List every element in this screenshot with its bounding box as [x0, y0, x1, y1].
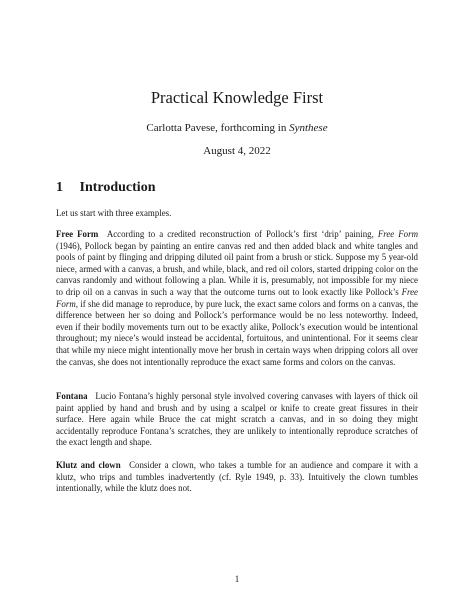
paragraph-text: According to a credited reconstruction of Pollock’s first ‘drip’ paining,: [106, 229, 378, 239]
paper-date: August 4, 2022: [203, 145, 271, 157]
paper-title: Practical Knowledge First: [150, 88, 324, 107]
artwork-title: Free Form: [377, 229, 418, 239]
paragraph-text: (1946), Pollock began by painting an entire canvas red and then added black and white tangles and pools of paint by flinging and dripping diluted oil paint from a brush or stick. Suppose my 5 year-old niece, armed with a canvas, a brush, and while, black, and red oil colors, started dripping color on the canvas randomly and without following a plan. While it is, presumably, not impossible for my niece to drip oil on a canvas in such a way that the outcome turns out to look exactly like Pollock’s: [56, 240, 418, 297]
author-name: Carlotta Pavese, forthcoming in: [146, 122, 290, 134]
author-line: [0, 121, 474, 135]
section-heading: [56, 179, 155, 197]
paragraph-lead: Free Form: [56, 229, 99, 239]
paragraph-text: , if she did manage to reproduce, by pure luck, the exact same colors and forms on a canvas, the difference between her so doing and Pollock’s performance would be no less noteworthy. Indeed, even if their bodily movements turn out to be exactly alike, Pollock’s execution would be intentional throughout; my niece’s would instead be accidental, fortuitous, and unintentional. For it seems clear that while my niece might intentionally move her brush in certain ways when dripping colors all over the canvas, she does not intentionally reproduce the exact same forms and colors on the canvas.: [56, 298, 418, 367]
paragraph-klutz-and-clown: [56, 460, 418, 495]
paragraph-text: Consider a clown, who takes a tumble for an audience and compare it with a klutz, who trips and tumbles inadvertently (cf. Ryle 1949, p. 33). Intuitively the clown tumbles intentionally, while the klutz does not.: [56, 460, 419, 494]
intro-paragraph: Let us start with three examples.: [56, 208, 172, 218]
paragraph-lead: Fontana: [56, 391, 88, 401]
paragraph-text: Lucio Fontana’s highly personal style involved covering canvases with layers of thick oil paint applied by hand and brush and by using a scalpel or knife to create great fissures in their surface. Here again while Bruce the cat might scratch a canvas, and in so doing they might accidentally reproduce Fontana’s scratches, they are unlikely to intentionally reproduce scratches of the exact length and shape.: [56, 391, 418, 448]
section-title: Introduction: [79, 180, 156, 195]
paragraph-free-form: [56, 229, 418, 368]
paragraph-lead: Klutz and clown: [56, 460, 121, 470]
page-number: 1: [234, 574, 240, 584]
section-number: 1: [56, 180, 63, 195]
artwork-title: Free Form: [56, 286, 418, 309]
paragraph-fontana: [56, 391, 418, 449]
journal-name: Synthese: [289, 122, 328, 134]
